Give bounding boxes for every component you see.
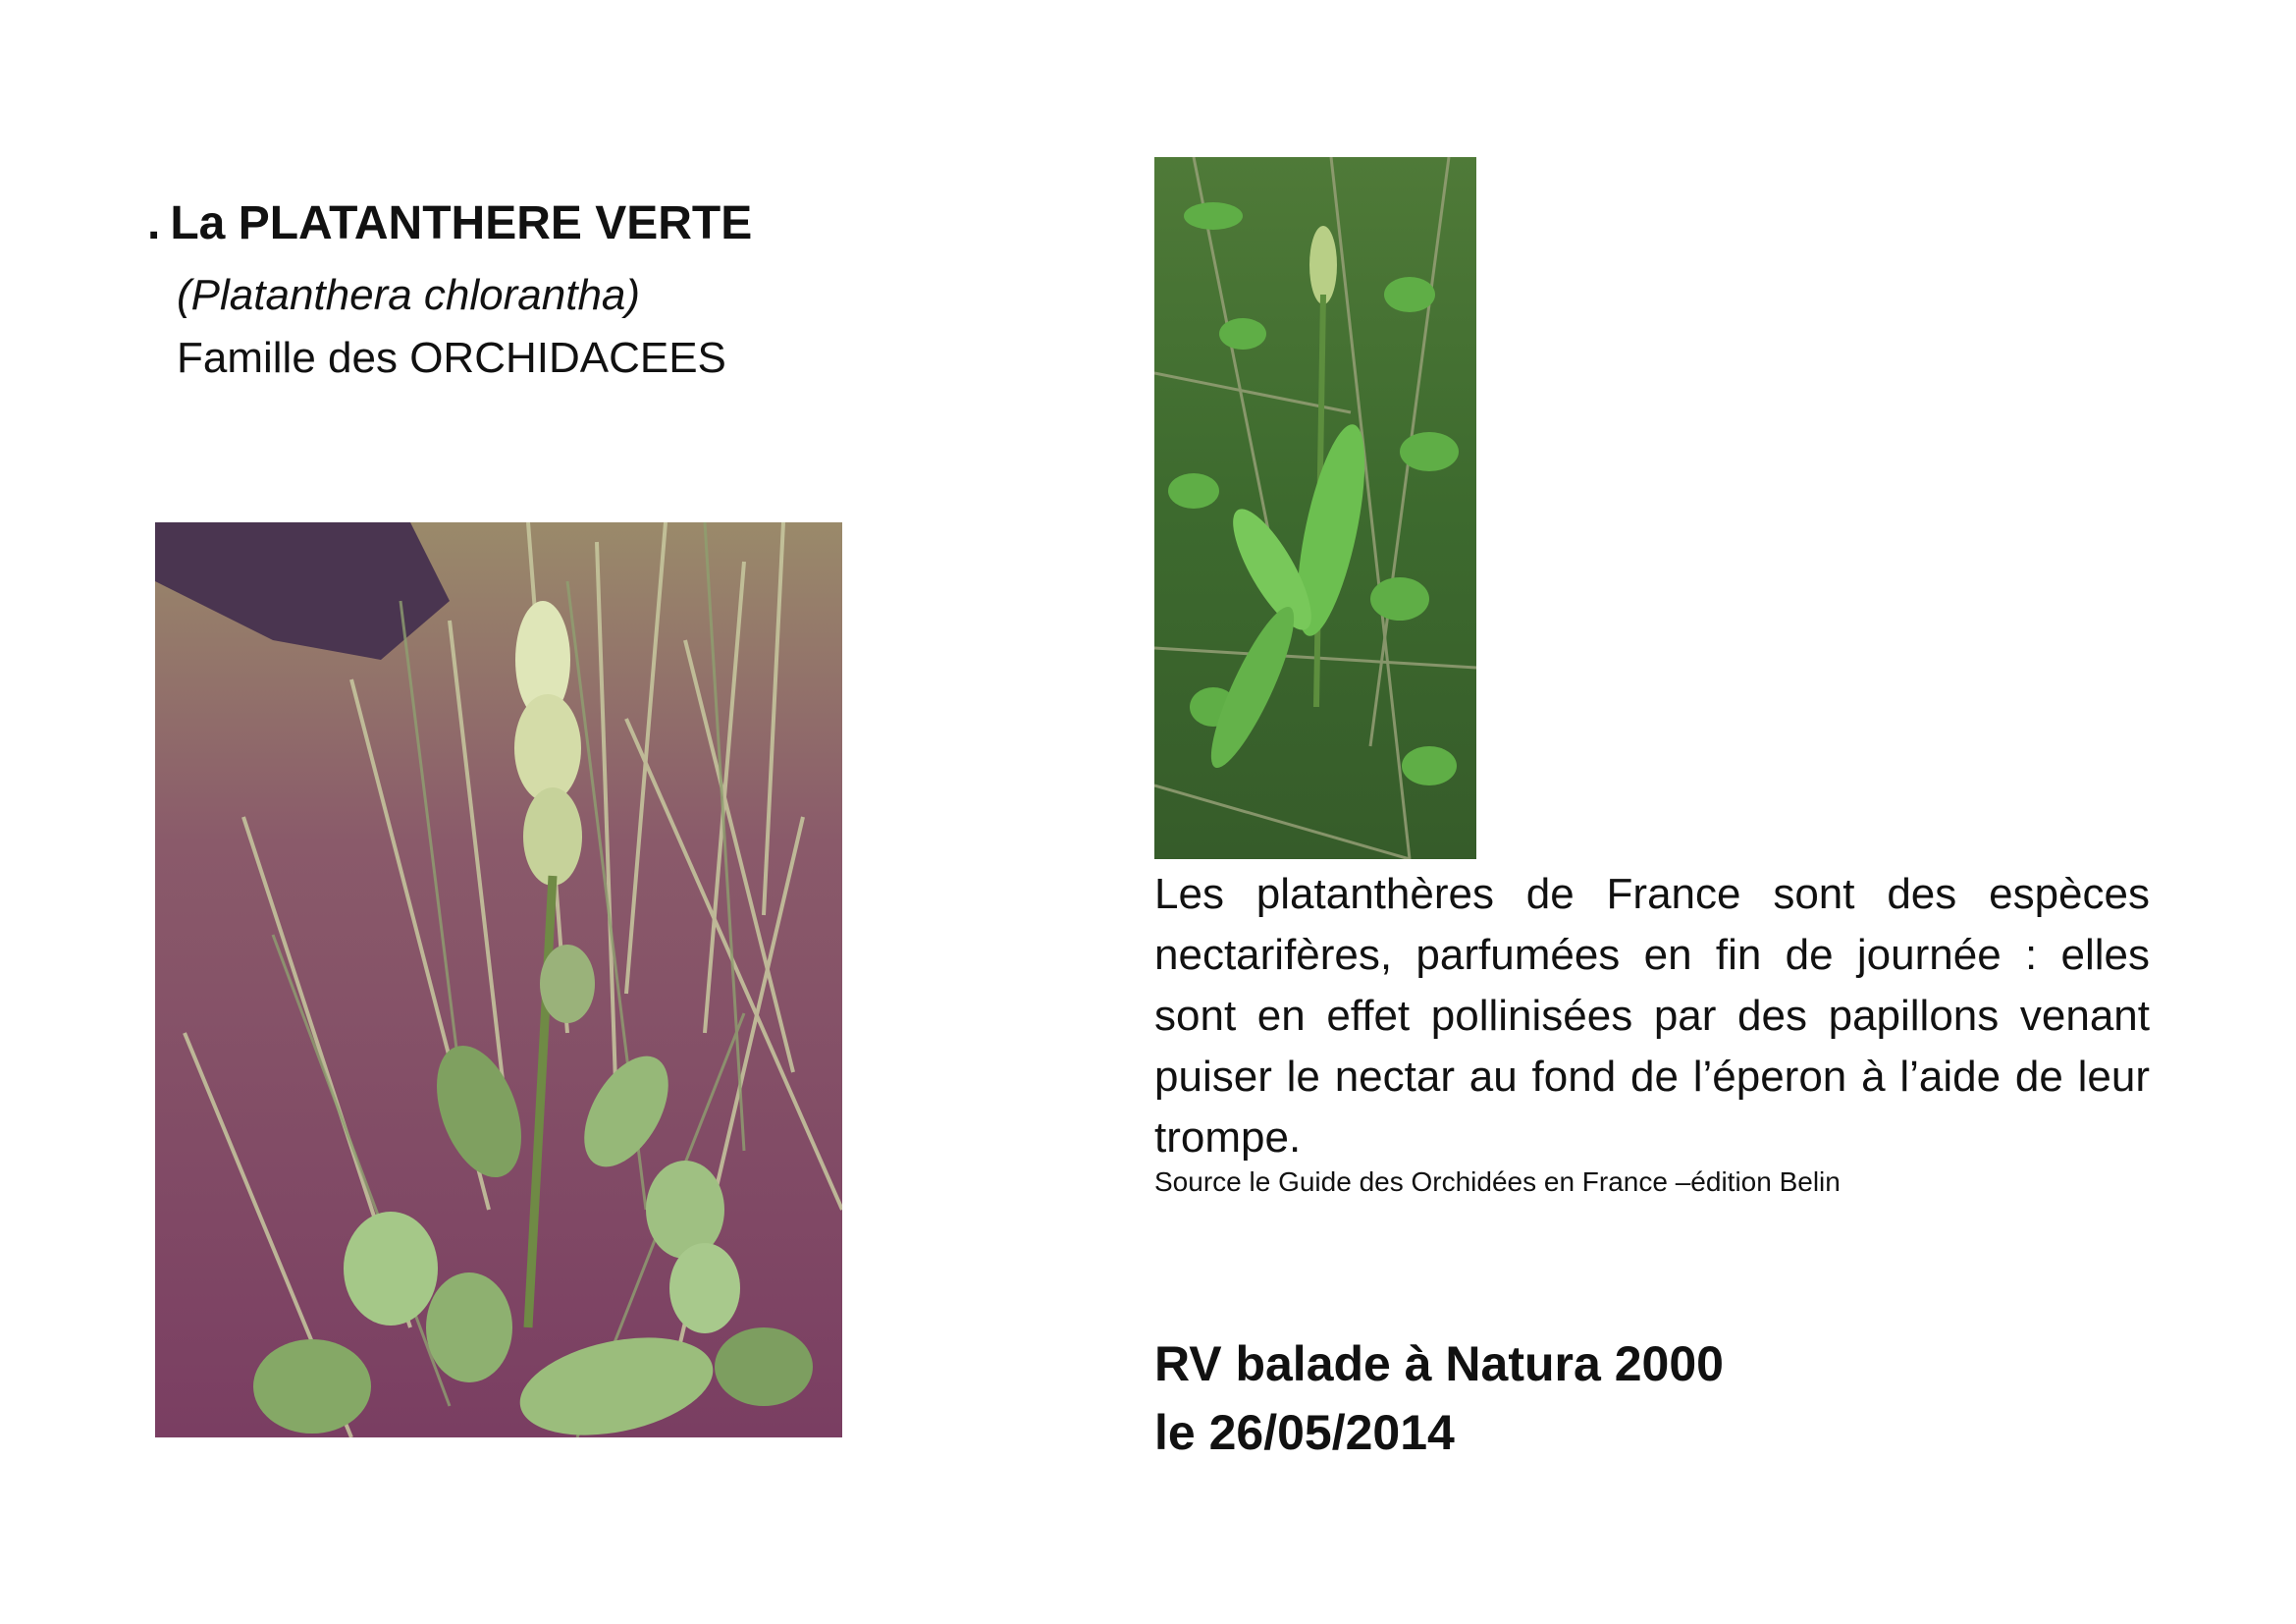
orchid-in-grass-photo <box>1154 157 1476 859</box>
description-paragraph: Les platanthères de France sont des espèces nectarifères, parfumées en fin de journée : elles sont en effet pollinisées par des papillons venant puiser le nectar au fond de l’éperon à l’aide de leur trompe. <box>1154 870 2150 1162</box>
page-title <box>147 196 752 250</box>
event-date: le 26/05/2014 <box>1154 1405 1455 1460</box>
orchid-in-grass-photo-image <box>1154 157 1476 859</box>
event-title: RV balade à Natura 2000 <box>1154 1336 1724 1391</box>
family-name: Famille des ORCHIDACEES <box>177 334 726 382</box>
source-citation: Source le Guide des Orchidées en France –édition Belin <box>1154 1166 1841 1197</box>
orchid-plant-photo <box>155 522 842 1437</box>
orchid-plant-photo-image <box>155 522 842 1437</box>
title-text: La PLATANTHERE VERTE <box>170 197 753 249</box>
latin-name: (Platanthera chlorantha) <box>177 271 641 319</box>
title-bullet: . <box>147 197 161 249</box>
